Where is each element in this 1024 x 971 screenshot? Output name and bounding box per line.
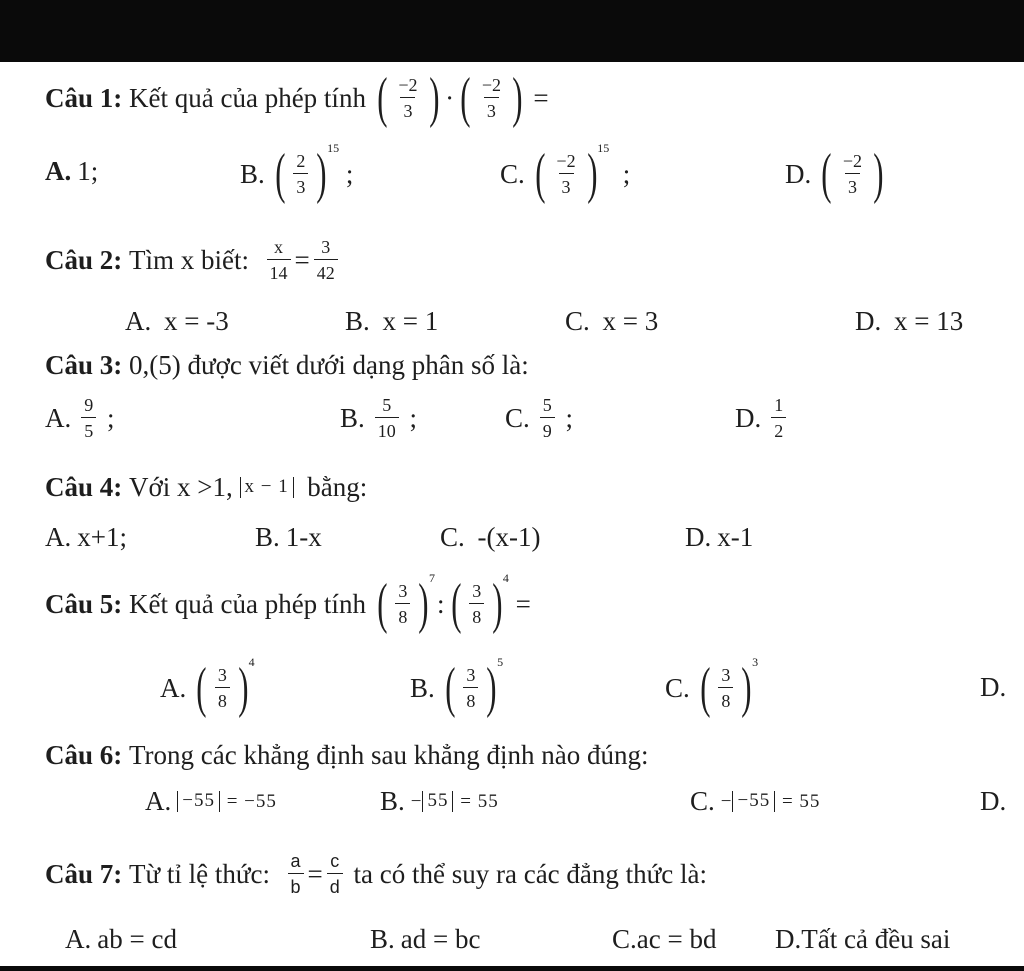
top-black-bar: [0, 0, 1024, 62]
q5-option-b[interactable]: B. ( $\frac{3}{8}$ ) 5: [410, 654, 504, 719]
question-6-text: Trong các khẳng định sau khẳng định nào đúng:: [129, 740, 649, 770]
q2-option-b[interactable]: B. x = 1: [345, 306, 439, 336]
q5-option-d[interactable]: D.: [980, 672, 1007, 702]
q7-option-c[interactable]: C.ac = bd: [612, 924, 717, 954]
question-4-text: Với x >1,: [129, 472, 233, 502]
question-5-text: Kết quả của phép tính: [129, 588, 366, 619]
q4-abs-expression: x − 1: [240, 477, 294, 498]
bottom-black-bar: [0, 966, 1024, 971]
q3-option-d[interactable]: D. $\frac{1}{2}$: [735, 396, 790, 440]
q1-rhs: ( $\frac{-2}{3}$ ): [460, 67, 523, 129]
question-3-label: Câu 3:: [45, 350, 123, 380]
question-3-text: 0,(5) được viết dưới dạng phân số là:: [129, 350, 529, 380]
question-5: Câu 5: Kết quả của phép tính ( $\frac{3}{8}$ ) 7 : ( $\frac{3}{8}$ ) 4 =: [45, 570, 531, 635]
question-4-label: Câu 4:: [45, 472, 123, 502]
q6-option-c[interactable]: C. − −55 = 55: [690, 786, 821, 816]
question-2-label: Câu 2:: [45, 244, 123, 275]
q7-option-d[interactable]: D.Tất cả đều sai: [775, 924, 951, 954]
q1-option-c[interactable]: C. ( $\frac{-2}{3}$ ) 15 ;: [500, 140, 631, 205]
q4-option-c[interactable]: C. -(x-1): [440, 522, 541, 552]
question-7-text: Từ tỉ lệ thức:: [129, 858, 271, 889]
q7-option-b[interactable]: B. ad = bc: [370, 924, 481, 954]
question-5-label: Câu 5:: [45, 588, 123, 619]
q2-option-d[interactable]: D. x = 13: [855, 306, 964, 336]
question-6-label: Câu 6:: [45, 740, 123, 770]
question-2-text: Tìm x biết:: [129, 244, 249, 275]
q5-option-a[interactable]: A. ( $\frac{3}{8}$ ) 4: [160, 654, 255, 719]
question-3: [45, 350, 529, 381]
q4-option-d[interactable]: D. x-1: [685, 522, 754, 552]
q5-option-c[interactable]: C. ( $\frac{3}{8}$ ) 3: [665, 654, 759, 719]
question-1-text: Kết quả của phép tính: [129, 82, 366, 113]
question-6: [45, 740, 648, 771]
q4-option-a[interactable]: A. x+1;: [45, 522, 127, 552]
question-2: Câu 2: Tìm x biết: $\frac{x}{14}$ = $\frac{3}{42}$: [45, 238, 342, 282]
question-7: Câu 7: Từ tỉ lệ thức: $\frac{a}{b}$ = $\frac{c}{d}$ ta có thể suy ra các đẳng thức là:: [45, 851, 708, 897]
q6-option-d[interactable]: D.: [980, 786, 1007, 816]
q3-option-b[interactable]: B. $\frac{5}{10}$ ;: [340, 395, 418, 441]
q7-option-a[interactable]: A. ab = cd: [65, 924, 177, 954]
q1-option-a[interactable]: A. 1;: [45, 156, 99, 186]
q3-option-a[interactable]: A. $\frac{9}{5}$ ;: [45, 395, 115, 441]
q1-lhs: ( $\frac{-2}{3}$ ): [376, 67, 439, 129]
question-1: Câu 1: Kết quả của phép tính ( $\frac{-2}{3}$ ) · ( $\frac{-2}{3}$ ) =: [45, 67, 549, 129]
q2-option-c[interactable]: C. x = 3: [565, 306, 659, 336]
q1-option-d[interactable]: D. ( $\frac{-2}{3}$ ): [785, 143, 884, 205]
q6-option-a[interactable]: A. −55 = −55: [145, 786, 277, 816]
q4-option-b[interactable]: B. 1-x: [255, 522, 322, 552]
q2-option-a[interactable]: A. x = -3: [125, 306, 229, 336]
question-4: Câu 4: Với x >1, x − 1 bằng:: [45, 472, 368, 502]
question-7-label: Câu 7:: [45, 858, 123, 889]
q1-option-b[interactable]: B. ( $\frac{2}{3}$ ) 15 ;: [240, 140, 354, 205]
question-1-label: Câu 1:: [45, 82, 123, 113]
q3-option-c[interactable]: C. $\frac{5}{9}$ ;: [505, 395, 574, 441]
q6-option-b[interactable]: B. − 55 = 55: [380, 786, 499, 816]
